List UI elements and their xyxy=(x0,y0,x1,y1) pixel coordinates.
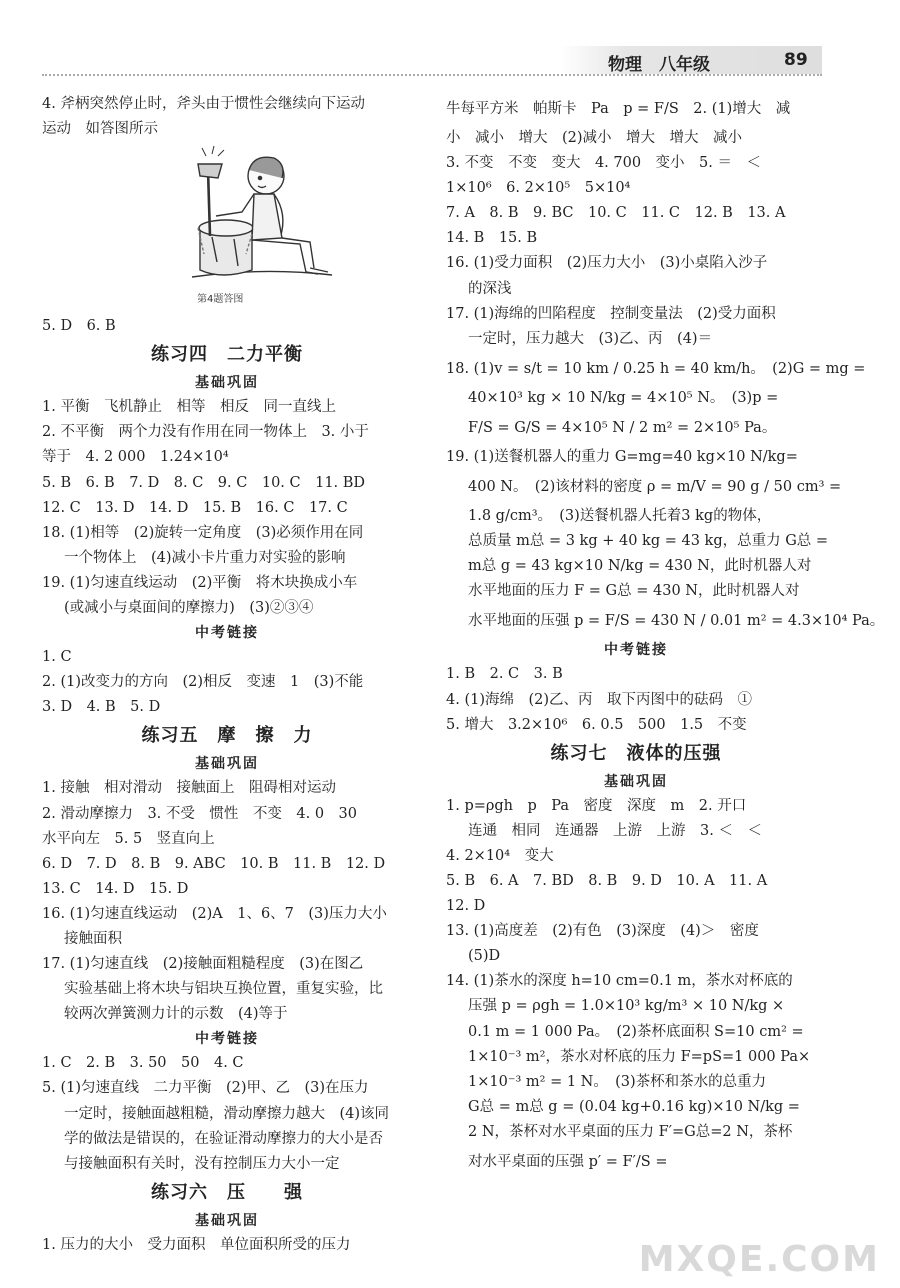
answer-line: 2 N，茶杯对水平桌面的压力 F′=G总=2 N，茶杯 xyxy=(468,1123,793,1140)
answer-line: 1.8 g/cm³。 (3)送餐机器人托着3 kg的物体， xyxy=(468,508,772,525)
answer-line: 7. A 8. B 9. BC 10. C 11. C 12. B 13. A xyxy=(446,205,786,222)
answer-line: 连通 相同 连通器 上游 上游 3. ＜ ＜ xyxy=(468,822,762,839)
subsection-title: 中考链接 xyxy=(195,1031,259,1048)
answer-line: 4. 2×10⁴ 变大 xyxy=(446,847,554,864)
answer-line: 3. 不变 不变 变大 4. 700 变小 5. ＝ ＜ xyxy=(446,155,762,172)
answer-line: 0.1 m = 1 000 Pa。 (2)茶杯底面积 S=10 cm² = xyxy=(468,1023,804,1040)
answer-line: 18. (1)相等 (2)旋转一定角度 (3)必须作用在同 xyxy=(42,524,364,541)
answer-line: 等于 4. 2 000 1.24×10⁴ xyxy=(42,449,229,466)
answer-line: 13. C 14. D 15. D xyxy=(42,880,189,897)
answer-line: 与接触面积有关时，没有控制压力大小一定 xyxy=(64,1155,340,1172)
answer-line: 的深浅 xyxy=(468,280,512,297)
answer-line: 19. (1)匀速直线运动 (2)平衡 将木块换成小车 xyxy=(42,574,358,591)
answer-line: 1. 平衡 飞机静止 相等 相反 同一直线上 xyxy=(42,399,336,416)
answer-line: 对水平桌面的压强 p′ = F′/S = xyxy=(468,1154,668,1170)
answer-line: 压强 p = ρgh = 1.0×10³ kg/m³ × 10 N/kg × xyxy=(468,998,785,1015)
answer-line: 实验基础上将木块与铝块互换位置，重复实验，比 xyxy=(64,981,383,998)
answer-line: 5. B 6. B 7. D 8. C 9. C 10. C 11. BD xyxy=(42,474,366,491)
answer-line: m总 g = 43 kg×10 N/kg = 430 N，此时机器人对 xyxy=(468,558,812,575)
answer-line: 4. (1)海绵 (2)乙、丙 取下丙图中的砝码 ① xyxy=(446,691,753,708)
answer-line: 总质量 m总 = 3 kg + 40 kg = 43 kg，总重力 G总 = xyxy=(468,533,829,550)
page-number: 89 xyxy=(784,50,808,70)
answer-line: 1. C xyxy=(42,649,72,666)
answer-line: 400 N。 (2)该材料的密度 ρ = m/V = 90 g / 50 cm³ = xyxy=(468,479,842,496)
answer-line: 一定时，压力越大 (3)乙、丙 (4)＝ xyxy=(468,330,713,347)
answer-line: 17. (1)海绵的凹陷程度 控制变量法 (2)受力面积 xyxy=(446,305,776,322)
answer-line: 17. (1)匀速直线 (2)接触面粗糙程度 (3)在图乙 xyxy=(42,956,364,973)
subsection-title: 基础巩固 xyxy=(195,375,259,392)
answer-line: (或减小与桌面间的摩擦力) (3)②③④ xyxy=(64,600,314,617)
answer-line: 较两次弹簧测力计的示数 (4)等于 xyxy=(64,1006,288,1023)
answer-line: 14. (1)茶水的深度 h=10 cm=0.1 m，茶水对杯底的 xyxy=(446,973,793,990)
answer-line: 18. (1)v = s/t = 10 km / 0.25 h = 40 km/h。 (2)G = mg = xyxy=(446,360,866,377)
answer-line: 5. (1)匀速直线 二力平衡 (2)甲、乙 (3)在压力 xyxy=(42,1080,369,1097)
answer-line: 2. (1)改变力的方向 (2)相反 变速 1 (3)不能 xyxy=(42,674,364,691)
header-subject: 物理 八年级 xyxy=(608,55,710,75)
right-column xyxy=(446,92,885,1179)
answer-line: G总 = m总 g = (0.04 kg+0.16 kg)×10 N/kg = xyxy=(468,1098,800,1115)
figure-caption: 第4题答图 xyxy=(197,294,244,306)
answer-line: 2. 不平衡 两个力没有作用在同一物体上 3. 小于 xyxy=(42,424,369,441)
answer-line: 12. C 13. D 14. D 15. B 16. C 17. C xyxy=(42,499,348,516)
answer-line: 牛每平方米 帕斯卡 Pa p = F/S 2. (1)增大 减 xyxy=(446,101,791,117)
axe-boy-illustration xyxy=(182,142,342,292)
answer-line: 2. 滑动摩擦力 3. 不受 惯性 不变 4. 0 30 xyxy=(42,805,358,822)
answer-line: 运动 如答图所示 xyxy=(42,121,158,138)
answer-line: 5. B 6. A 7. BD 8. B 9. D 10. A 11. A xyxy=(446,872,768,889)
answer-line: 5. 增大 3.2×10⁶ 6. 0.5 500 1.5 不变 xyxy=(446,716,747,733)
answer-line: 40×10³ kg × 10 N/kg = 4×10⁵ N。 (3)p = xyxy=(468,389,779,406)
answer-line: 1. 接触 相对滑动 接触面上 阻碍相对运动 xyxy=(42,780,336,797)
subsection-title: 基础巩固 xyxy=(195,1212,259,1229)
section-title: 练习七 液体的压强 xyxy=(550,742,722,764)
answer-line: 19. (1)送餐机器人的重力 G=mg=40 kg×10 N/kg= xyxy=(446,448,798,465)
subsection-title: 基础巩固 xyxy=(604,773,668,790)
answer-line: 水平向左 5. 5 竖直向上 xyxy=(42,830,215,847)
answer-line: 1. B 2. C 3. B xyxy=(446,666,563,683)
answer-line: 小 减小 增大 (2)减小 增大 增大 减小 xyxy=(446,130,743,146)
section-title: 练习六 压 强 xyxy=(151,1181,303,1203)
answer-line: 一定时，接触面越粗糙，滑动摩擦力越大 (4)该同 xyxy=(64,1105,390,1122)
answer-line: 1×10⁻³ m²，茶水对杯底的压力 F=pS=1 000 Pa× xyxy=(468,1048,811,1065)
subsection-title: 中考链接 xyxy=(604,642,668,659)
left-column xyxy=(42,92,412,1258)
answer-line: 16. (1)匀速直线运动 (2)A 1、6、7 (3)压力大小 xyxy=(42,905,387,922)
answer-line: 1. 压力的大小 受力面积 单位面积所受的压力 xyxy=(42,1236,351,1253)
answer-line: 5. D 6. B xyxy=(42,318,116,335)
answer-figure xyxy=(42,142,412,314)
answer-line: 水平地面的压强 p = F/S = 430 N / 0.01 m² = 4.3×10⁴ Pa。 xyxy=(468,613,885,630)
answer-line: F/S = G/S = 4×10⁵ N / 2 m² = 2×10⁵ Pa。 xyxy=(468,419,777,436)
answer-line: 16. (1)受力面积 (2)压力大小 (3)小桌陷入沙子 xyxy=(446,255,768,272)
answer-line: 一个物体上 (4)减小卡片重力对实验的影响 xyxy=(64,549,346,566)
answer-line: 13. (1)高度差 (2)有色 (3)深度 (4)＞ 密度 xyxy=(446,923,759,940)
answer-line: 4. 斧柄突然停止时，斧头由于惯性会继续向下运动 xyxy=(42,96,365,112)
section-title: 练习四 二力平衡 xyxy=(151,344,303,366)
answer-line: 12. D xyxy=(446,898,486,915)
answer-line: 水平地面的压力 F = G总 = 430 N，此时机器人对 xyxy=(468,583,800,600)
answer-line: 6. D 7. D 8. B 9. ABC 10. B 11. B 12. D xyxy=(42,855,386,872)
answer-line: 3. D 4. B 5. D xyxy=(42,699,161,716)
answer-line: 1×10⁻³ m² = 1 N。 (3)茶杯和茶水的总重力 xyxy=(468,1073,767,1090)
answer-line: 1×10⁶ 6. 2×10⁵ 5×10⁴ xyxy=(446,180,631,197)
answer-line: (5)D xyxy=(468,948,501,965)
section-title: 练习五 摩 擦 力 xyxy=(141,725,313,747)
subsection-title: 基础巩固 xyxy=(195,756,259,773)
answer-line: 学的做法是错误的，在验证滑动摩擦力的大小是否 xyxy=(64,1130,383,1147)
answer-line: 1. C 2. B 3. 50 50 4. C xyxy=(42,1055,244,1072)
answer-line: 接触面积 xyxy=(64,930,122,947)
answer-line: 1. p=ρgh p Pa 密度 深度 m 2. 开口 xyxy=(446,797,747,814)
subsection-title: 中考链接 xyxy=(195,625,259,642)
answer-line: 14. B 15. B xyxy=(446,230,538,247)
watermark: MXQE.COM xyxy=(638,1239,880,1280)
